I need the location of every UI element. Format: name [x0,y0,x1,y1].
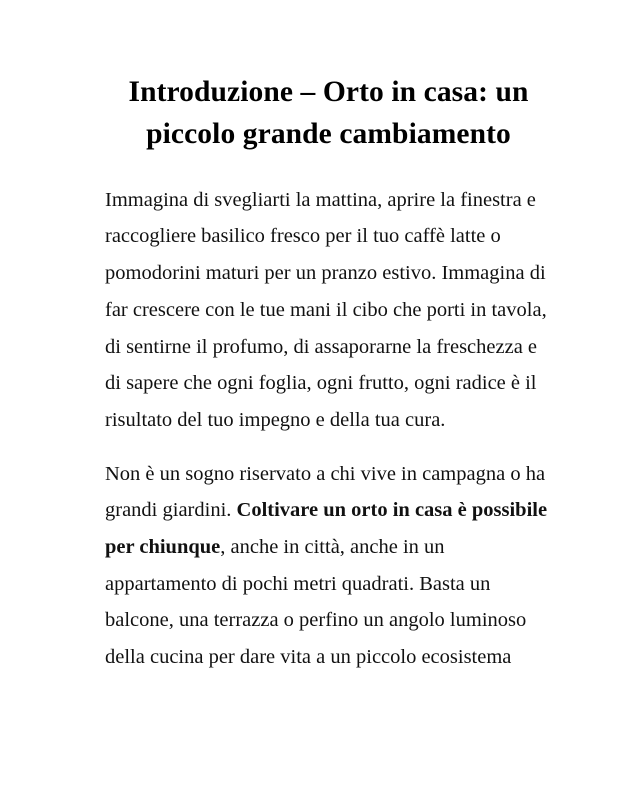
body-paragraph-1: Immagina di svegliarti la mattina, aprire la finestra e raccogliere basilico fresco per il tuo caffè latte o pomodorini maturi per un pranzo estivo. Immagina di far crescere con le tue mani il cibo che porti in tavola, di sentirne il profumo, di assaporarne la freschezza e di sapere che ogni foglia, ogni frutto, ogni radice è il risultato del tuo impegno e della tua cura. [105,188,547,431]
page-title: Introduzione – Orto in casa: un piccolo grande cambiamento [128,76,529,150]
body-paragraph-2: Non è un sogno riservato a chi vive in campagna o ha grandi giardini. Coltivare un orto in casa è possibile per chiunque, anche in città, anche in un appartamento di pochi metri quadrati. Basta un balcone, una terrazza o perfino un angolo luminoso della cucina per dare vita a un piccolo ecosistema [105,462,548,668]
document-content [105,72,552,676]
